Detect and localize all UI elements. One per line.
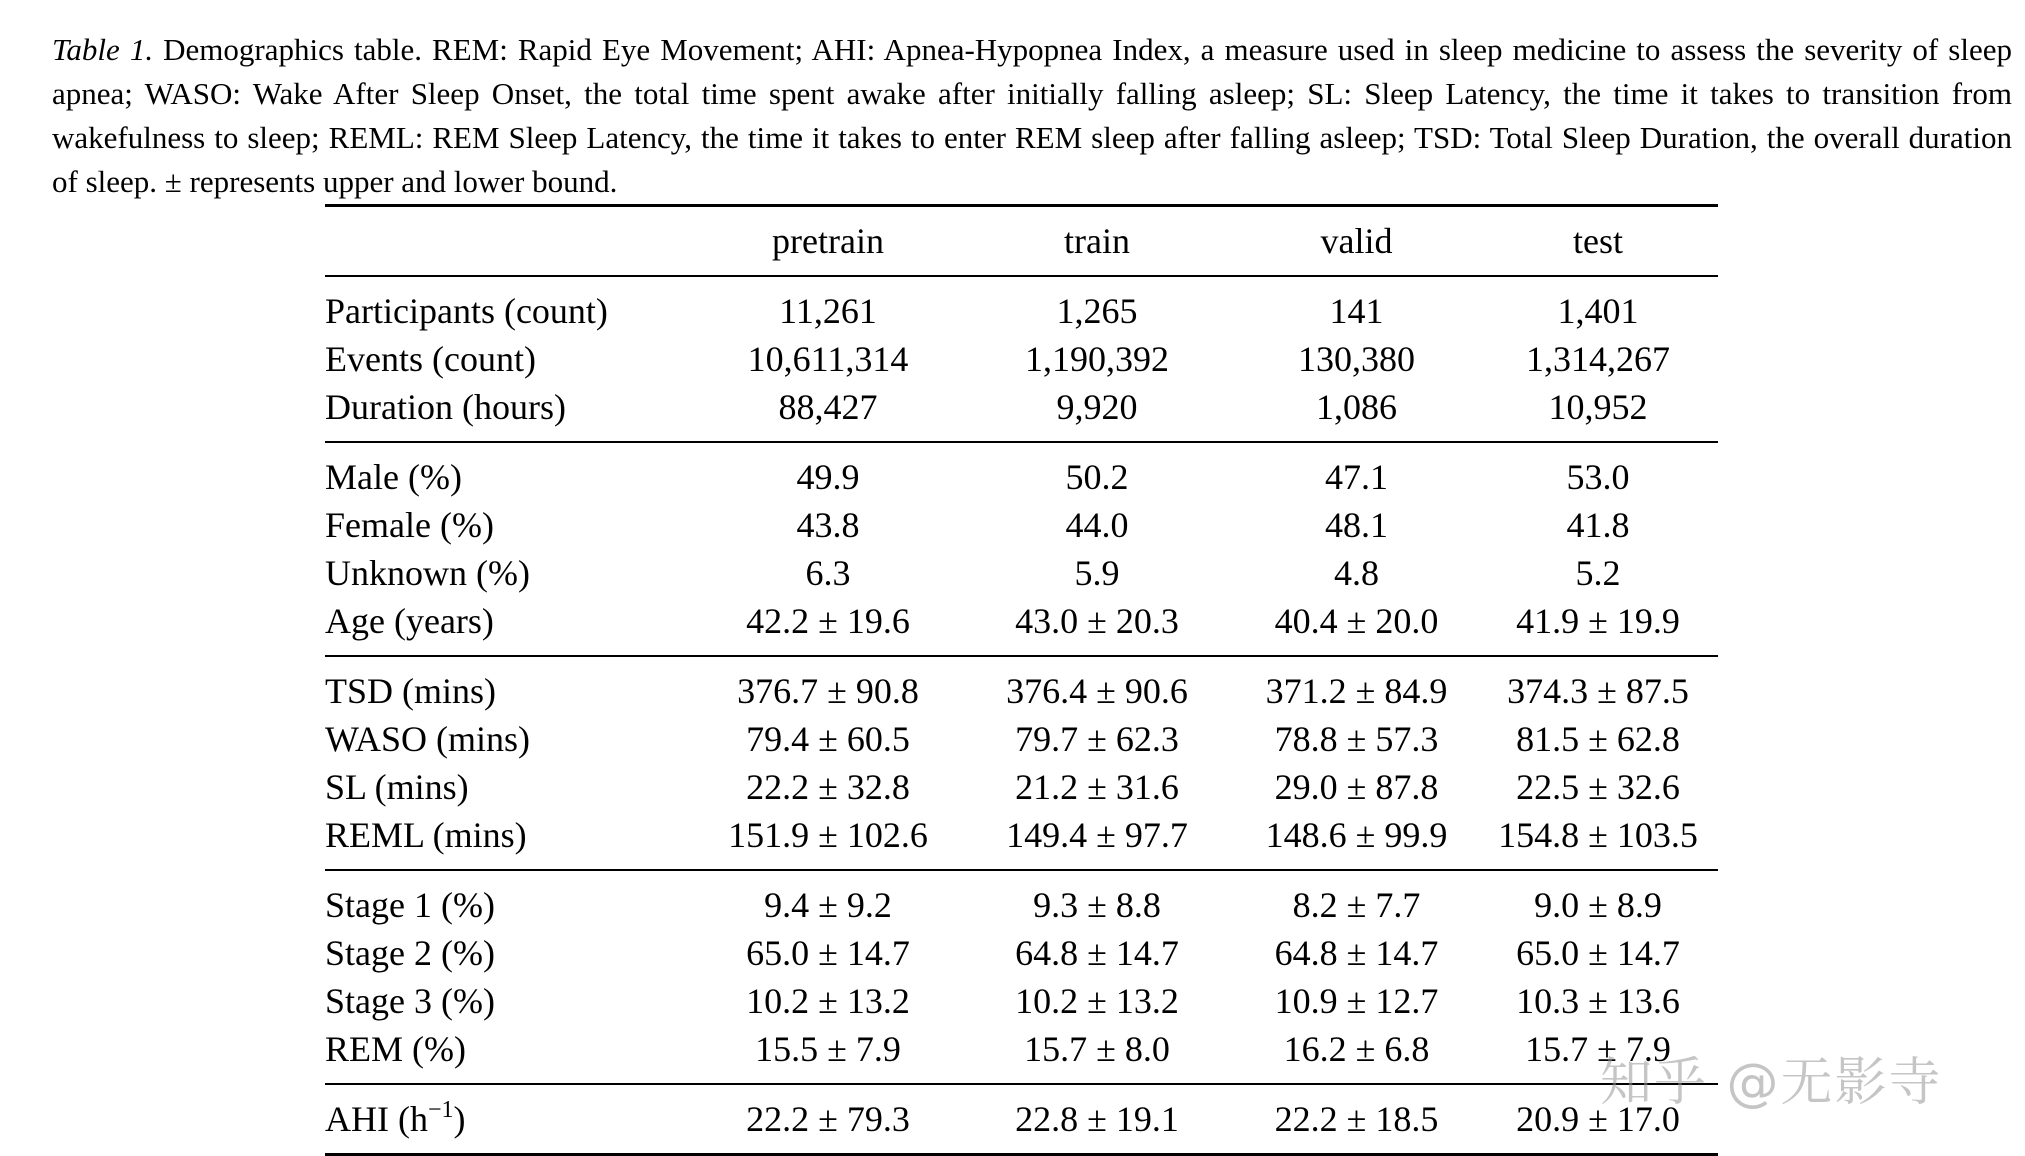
cell-train: 15.7 ± 8.0 — [1024, 1029, 1170, 1069]
table-row — [325, 383, 1718, 442]
header-cell-empty — [325, 206, 697, 277]
cell-train: 10.2 ± 13.2 — [1015, 981, 1179, 1021]
cell-test: 53.0 — [1566, 457, 1630, 497]
cell-valid: 4.8 — [1334, 553, 1379, 593]
table-row — [325, 811, 1718, 870]
cell-test: 374.3 ± 87.5 — [1507, 671, 1689, 711]
row-label: Age (years) — [325, 601, 494, 641]
row-label: Male (%) — [325, 457, 462, 497]
row-label: Stage 1 (%) — [325, 885, 495, 925]
cell-test: 154.8 ± 103.5 — [1498, 815, 1698, 855]
cell-pretrain: 88,427 — [778, 387, 878, 427]
row-label: Unknown (%) — [325, 553, 530, 593]
cell-test: 22.5 ± 32.6 — [1516, 767, 1680, 807]
table-row — [325, 501, 1718, 549]
row-label: Female (%) — [325, 505, 494, 545]
cell-train: 1,190,392 — [1025, 339, 1169, 379]
table-row — [325, 549, 1718, 597]
table-group-counts — [325, 276, 1718, 442]
cell-test: 41.8 — [1566, 505, 1630, 545]
cell-pretrain: 79.4 ± 60.5 — [746, 719, 910, 759]
cell-valid: 78.8 ± 57.3 — [1274, 719, 1439, 759]
table-row — [325, 335, 1718, 383]
cell-train: 44.0 — [1065, 505, 1129, 545]
cell-valid: 29.0 ± 87.8 — [1274, 767, 1439, 807]
cell-train: 43.0 ± 20.3 — [1015, 601, 1179, 641]
row-label: TSD (mins) — [325, 671, 496, 711]
row-label: Events (count) — [325, 339, 536, 379]
cell-train: 79.7 ± 62.3 — [1015, 719, 1179, 759]
table-row — [325, 442, 1718, 501]
cell-train: 1,265 — [1056, 291, 1138, 331]
table-row — [325, 977, 1718, 1025]
cell-pretrain: 22.2 ± 32.8 — [746, 767, 910, 807]
cell-pretrain: 11,261 — [779, 291, 877, 331]
cell-test: 10,952 — [1548, 387, 1648, 427]
cell-valid: 64.8 ± 14.7 — [1274, 933, 1439, 973]
cell-test: 81.5 ± 62.8 — [1516, 719, 1680, 759]
row-label — [325, 1084, 697, 1155]
table-row — [325, 597, 1718, 656]
caption-label: Table 1. — [52, 32, 154, 67]
row-label: REM (%) — [325, 1029, 466, 1069]
cell-train: 5.9 — [1074, 553, 1120, 593]
cell-pretrain: 22.2 ± 79.3 — [746, 1099, 910, 1139]
caption-text: Demographics table. REM: Rapid Eye Movement; AHI: Apnea-Hypopnea Index, a measure used in sleep medicine to assess the severity of sleep apnea; WASO: Wake After Sleep Onset, the total time spent awake after initially falling asleep; SL: Sleep Latency, the time it takes to transition from wakefulness to sleep; REML: REM Sleep Latency, the time it takes to enter REM sleep after falling asleep; TSD: Total Sleep Duration, the overall duration of sleep. ± represents upper and lower bound. — [52, 32, 2012, 199]
cell-valid: 47.1 — [1325, 457, 1388, 497]
cell-pretrain: 9.4 ± 9.2 — [764, 885, 892, 925]
demographics-table — [325, 204, 1718, 1156]
cell-valid: 22.2 ± 18.5 — [1274, 1099, 1439, 1139]
cell-test: 65.0 ± 14.7 — [1516, 933, 1680, 973]
cell-test: 10.3 ± 13.6 — [1516, 981, 1680, 1021]
cell-pretrain: 65.0 ± 14.7 — [746, 933, 910, 973]
demographics-table-container — [325, 204, 1718, 1156]
header-cell-valid: valid — [1320, 221, 1393, 261]
cell-valid: 1,086 — [1316, 387, 1397, 427]
table-row — [325, 929, 1718, 977]
table-row — [325, 763, 1718, 811]
cell-train: 64.8 ± 14.7 — [1015, 933, 1179, 973]
row-label-main: AHI (h — [325, 1099, 428, 1139]
cell-train: 9,920 — [1056, 387, 1138, 427]
table-row — [325, 870, 1718, 929]
cell-pretrain: 376.7 ± 90.8 — [737, 671, 919, 711]
cell-valid: 40.4 ± 20.0 — [1274, 601, 1439, 641]
row-label: WASO (mins) — [325, 719, 530, 759]
row-label: Duration (hours) — [325, 387, 566, 427]
header-cell-test: test — [1573, 221, 1623, 261]
table-row — [325, 715, 1718, 763]
cell-pretrain: 10,611,314 — [747, 339, 909, 379]
watermark-text: 知乎 @无影寺 — [1600, 1053, 1943, 1113]
row-label: Participants (count) — [325, 291, 608, 331]
row-label-superscript: −1 — [427, 1097, 454, 1123]
cell-train: 9.3 ± 8.8 — [1033, 885, 1161, 925]
row-label: Stage 3 (%) — [325, 981, 495, 1021]
row-label: Stage 2 (%) — [325, 933, 495, 973]
cell-test: 20.9 ± 17.0 — [1516, 1099, 1680, 1139]
table-group-demographics — [325, 442, 1718, 656]
cell-valid: 130,380 — [1298, 339, 1415, 379]
table-caption — [52, 28, 2012, 204]
cell-pretrain: 15.5 ± 7.9 — [755, 1029, 901, 1069]
cell-train: 50.2 — [1065, 457, 1129, 497]
cell-test: 1,401 — [1557, 291, 1639, 331]
cell-train: 22.8 ± 19.1 — [1015, 1099, 1179, 1139]
row-label: REML (mins) — [325, 815, 527, 855]
table-row — [325, 276, 1718, 335]
row-label-end: ) — [453, 1099, 466, 1139]
cell-valid: 148.6 ± 99.9 — [1265, 815, 1448, 855]
table-group-sleep-times — [325, 656, 1718, 870]
cell-train: 376.4 ± 90.6 — [1006, 671, 1188, 711]
cell-pretrain: 10.2 ± 13.2 — [746, 981, 910, 1021]
header-cell-train: train — [1064, 221, 1130, 261]
table-group-ahi — [325, 1084, 1718, 1155]
cell-valid: 10.9 ± 12.7 — [1274, 981, 1439, 1021]
cell-test: 9.0 ± 8.9 — [1534, 885, 1662, 925]
cell-pretrain: 151.9 ± 102.6 — [728, 815, 928, 855]
row-label: SL (mins) — [325, 767, 469, 807]
cell-train: 21.2 ± 31.6 — [1015, 767, 1179, 807]
table-group-sleep-stages — [325, 870, 1718, 1084]
header-row — [325, 206, 1718, 277]
cell-test: 41.9 ± 19.9 — [1516, 601, 1680, 641]
cell-pretrain: 49.9 — [796, 457, 860, 497]
table-row — [325, 1025, 1718, 1084]
header-cell-pretrain: pretrain — [772, 221, 884, 261]
cell-valid: 141 — [1329, 291, 1384, 331]
cell-pretrain: 42.2 ± 19.6 — [746, 601, 910, 641]
cell-test: 5.2 — [1575, 553, 1621, 593]
cell-pretrain: 43.8 — [796, 505, 860, 545]
table-row — [325, 1084, 1718, 1155]
cell-valid: 48.1 — [1325, 505, 1388, 545]
cell-valid: 371.2 ± 84.9 — [1265, 671, 1448, 711]
cell-test: 1,314,267 — [1526, 339, 1670, 379]
cell-valid: 16.2 ± 6.8 — [1283, 1029, 1430, 1069]
cell-test: 15.7 ± 7.9 — [1525, 1029, 1671, 1069]
cell-valid: 8.2 ± 7.7 — [1292, 885, 1421, 925]
table-row — [325, 656, 1718, 715]
cell-train: 149.4 ± 97.7 — [1006, 815, 1188, 855]
cell-pretrain: 6.3 — [805, 553, 851, 593]
